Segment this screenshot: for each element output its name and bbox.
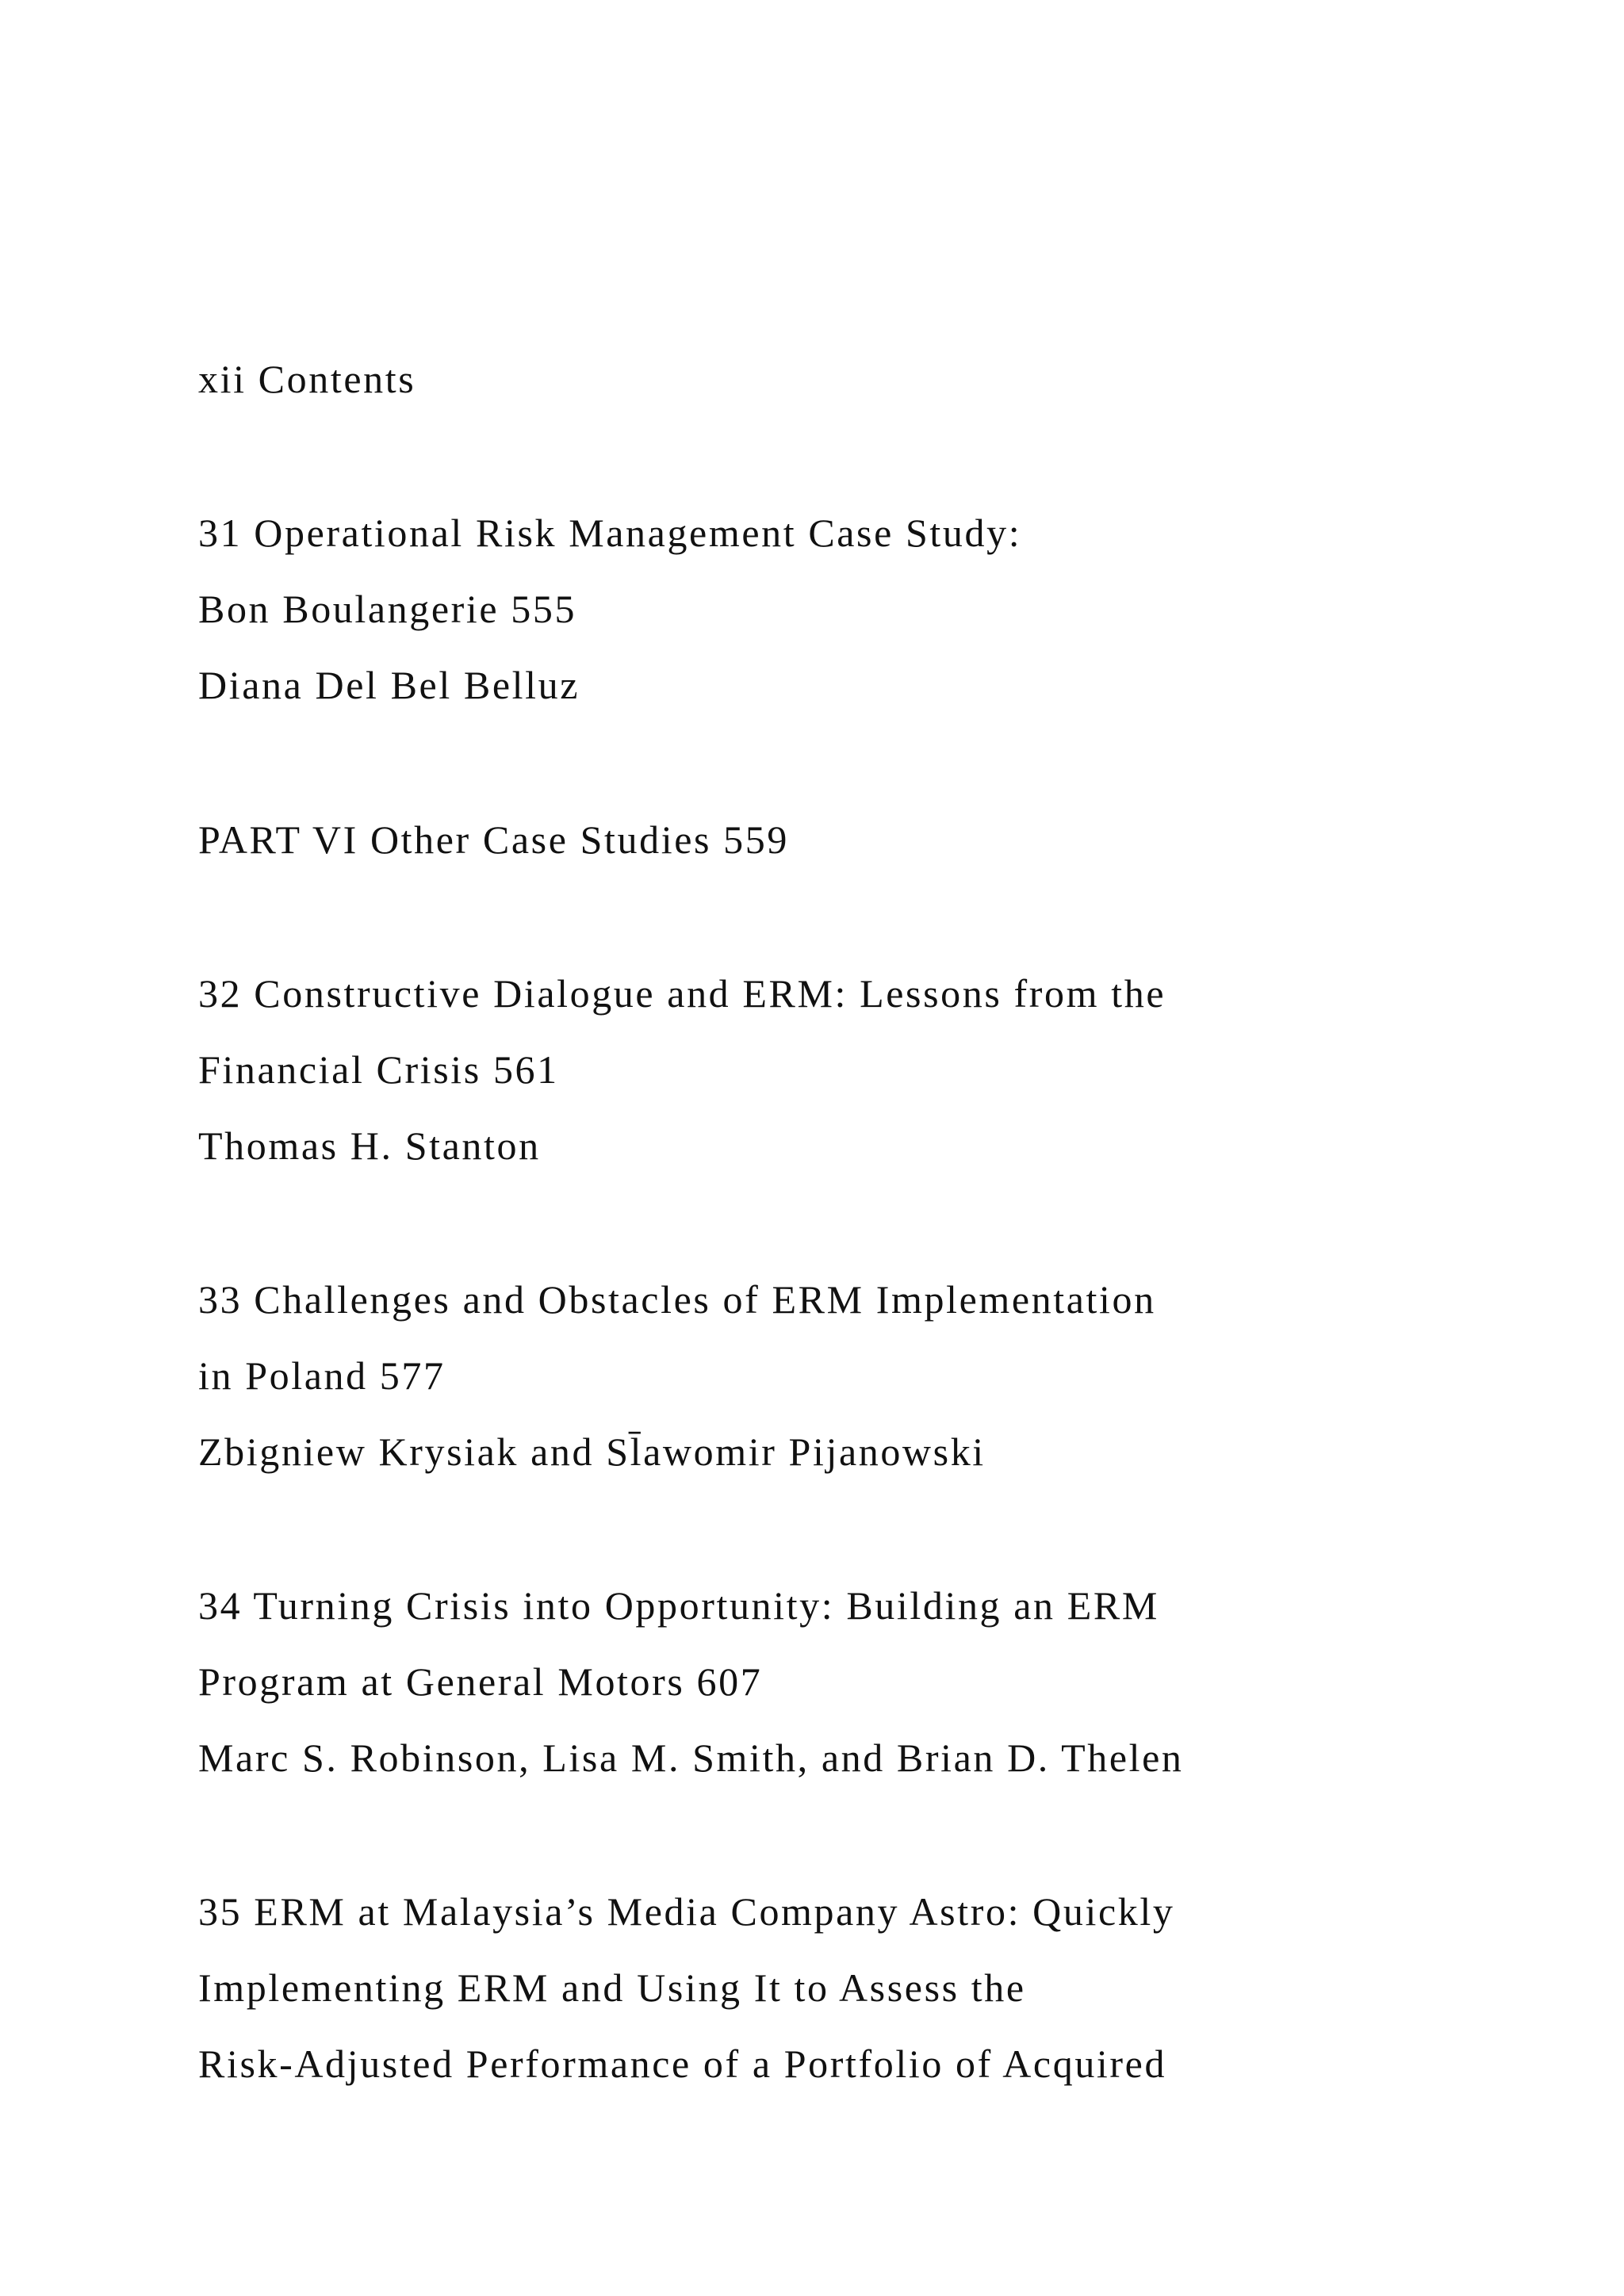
toc-entry-33-authors: Zbigniew Krysiak and Sl̄awomir Pijanowski (198, 1429, 986, 1474)
toc-entry-32-authors: Thomas H. Stanton (198, 1123, 541, 1168)
toc-entry-34-title-line-1: 34 Turning Crisis into Opportunity: Building an ERM (198, 1583, 1159, 1628)
toc-entry-31-authors: Diana Del Bel Belluz (198, 663, 580, 707)
toc-entry-31-title-line-1: 31 Operational Risk Management Case Study: (198, 511, 1022, 555)
toc-entry-32-title-line-1: 32 Constructive Dialogue and ERM: Lessons from the (198, 971, 1166, 1016)
toc-entry-35-title-line-2: Implementing ERM and Using It to Assess the (198, 1965, 1026, 2010)
toc-entry-31-title-line-2: Bon Boulangerie 555 (198, 587, 577, 631)
toc-entry-34-title-line-2: Program at General Motors 607 (198, 1659, 763, 1704)
toc-entry-33-title-line-2: in Poland 577 (198, 1353, 446, 1398)
toc-entry-33-title-line-1: 33 Challenges and Obstacles of ERM Implementation (198, 1277, 1156, 1322)
toc-entry-35-title-line-1: 35 ERM at Malaysia’s Media Company Astro: Quickly (198, 1889, 1175, 1934)
toc-entry-35-title-line-3: Risk-Adjusted Performance of a Portfolio of Acquired (198, 2042, 1167, 2086)
toc-entry-32-title-line-2: Financial Crisis 561 (198, 1047, 559, 1092)
running-header: xii Contents (198, 357, 416, 401)
toc-part-vi-heading: PART VI Other Case Studies 559 (198, 817, 789, 862)
toc-entry-34-authors: Marc S. Robinson, Lisa M. Smith, and Brian D. Thelen (198, 1735, 1184, 1780)
